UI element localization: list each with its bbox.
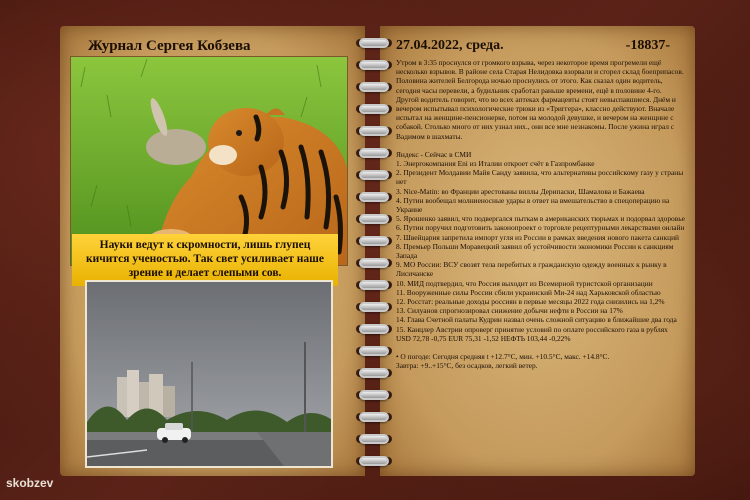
- weather-today: • О погоде: Сегодня средняя t +12.7°C, мин. +10.5°C, макс. +14.8°C.: [396, 352, 610, 362]
- entry-number: -18837-: [625, 38, 670, 53]
- news-item: 4. Путин вообещал молниеносные удары в ответ на вмешательство в спецоперацию на Украине: [396, 195, 670, 215]
- ring: [356, 344, 392, 358]
- ring: [356, 300, 392, 314]
- news-item: 15. Канцлер Австрии опроверг принятие условий по оплате российского газа в рублях: [396, 324, 668, 334]
- ring: [356, 168, 392, 182]
- ring: [356, 80, 392, 94]
- quote-caption: Науки ведут к скромности, лишь глупец кичится ученостью. Так свет усиливает наше зрение и делает слепыми сов.: [72, 234, 338, 286]
- news-item: 1. Энергокомпания Eni из Италии откроет счёт в Газпромбанке: [396, 159, 595, 169]
- news-item: 6. Путин поручил подготовить законопроект о торговле рецептурными лекарствами онлайн: [396, 223, 685, 233]
- ring: [356, 454, 392, 468]
- news-item: 14. Глава Счетной палаты Кудрин назвал очень сложной ситуацию в ближайшие два года: [396, 315, 677, 325]
- ring: [356, 256, 392, 270]
- news-item: 13. Силуанов спрогнозировал снижение добычи нефти в России на 17%: [396, 306, 623, 316]
- news-item: 11. Вооруженные силы России сбили украинский Ми-24 над Харьковской областью: [396, 287, 661, 297]
- weather-tomorrow: Завтра: +9..+15°C, без осадков, легкий ветер.: [396, 361, 538, 371]
- ring: [356, 102, 392, 116]
- watermark: skobzev: [6, 476, 54, 490]
- exchange-rates: USD 72,78 -0,75 EUR 75,31 -1,52 НЕФТЬ 103,44 -0,22%: [396, 333, 571, 343]
- ring: [356, 366, 392, 380]
- news-header: Яндекс - Сейчас в СМИ: [396, 149, 472, 159]
- news-item: 10. МИД подтвердил, что Россия выходит из Всемирной туристской организации: [396, 278, 653, 288]
- street-photo: [85, 280, 333, 468]
- entry-header: [396, 38, 676, 54]
- news-item: 5. Ярошенко заявил, что подвергался пыткам в американских тюрьмах и подорвал здоровье: [396, 214, 685, 224]
- ring: [356, 388, 392, 402]
- ring: [356, 58, 392, 72]
- ring: [356, 432, 392, 446]
- news-item: 2. Президент Молдавии Майя Санду заявила, что альтернативы российскому газу у страны нет: [396, 168, 684, 187]
- left-page: [60, 26, 365, 476]
- news-item: 3. Nice-Matin: во Франции арестованы виллы Дерипаски, Шамалова и Бажаева: [396, 186, 645, 196]
- ring: [356, 212, 392, 226]
- ring: [356, 36, 392, 50]
- ring: [356, 146, 392, 160]
- ring: [356, 322, 392, 336]
- ring: [356, 124, 392, 138]
- ring: [356, 234, 392, 248]
- ring: [356, 190, 392, 204]
- entry-body: [396, 58, 686, 371]
- news-item: 9. МО России: ВСУ свозят тела перебитых в гражданскую одежду военных к рынку в Лисичанске: [396, 260, 667, 279]
- ring: [356, 278, 392, 292]
- binder-rings: [356, 36, 392, 476]
- diary-text: Утром в 3:35 проснулся от громкого взрыва, через некоторое время прогремели ещё несколько взрывов. В районе села Старая Нелидовка взорвали и сгорел склад боеприпасов. Половина жителей Белгорода ночью проснулись от этого. Как сказал один водитель, сегодня часы перевели, а будильник сработал раньше времени, ещё в половине 4-го. Другой водитель говорит, что во всех аптеках фармацевты стоят невыспавшиеся. Днём и вечером испытывал психологические трюки из «Триггера», классно действуют. Вначале испытал на женщине-пенсионерке, потом на молодой девушке, и вечером на женщине с собакой. Столько много от них узнал них., они все мне незнакомы. После ужина играл с Вадимом в шахматы.: [396, 58, 684, 141]
- news-item: 12. Росстат: реальные доходы россиян в первые месяцы 2022 года снизились на 1,2%: [396, 297, 665, 307]
- news-item: 7. Швейцария запретила импорт угля из России в рамках введения нового пакета санкций: [396, 232, 680, 242]
- journal-title: Журнал Сергея Кобзева: [88, 38, 251, 54]
- ring: [356, 410, 392, 424]
- entry-date: 27.04.2022, среда.: [396, 38, 504, 53]
- news-item: 8. Премьер Польши Моравецкий заявил об устойчивости экономики России к санкциям Запада: [396, 241, 674, 261]
